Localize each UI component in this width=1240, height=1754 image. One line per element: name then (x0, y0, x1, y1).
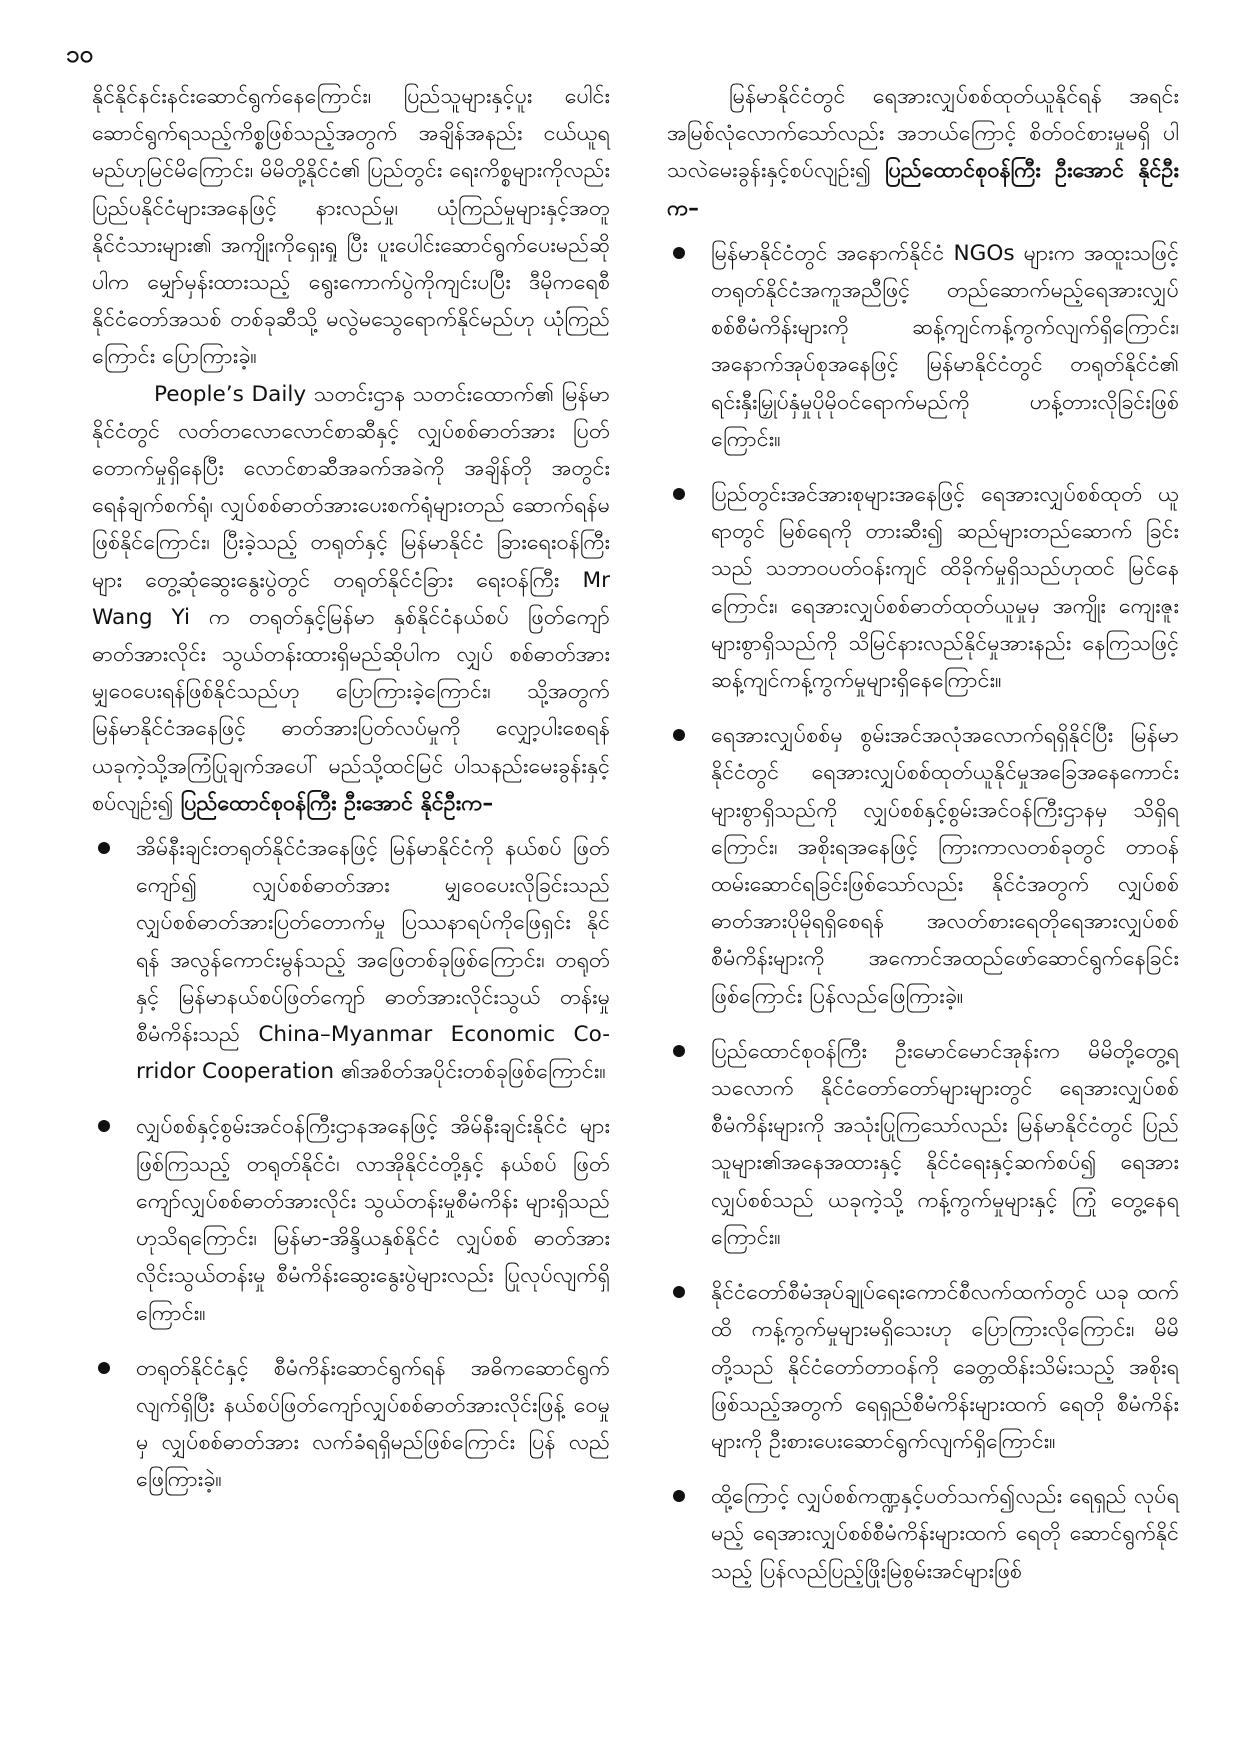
list-item (136, 830, 610, 1090)
list-item (711, 717, 1179, 1015)
list-item (711, 1478, 1179, 1590)
bullet-dot-icon (98, 1120, 110, 1132)
bullet-dot-icon (98, 1362, 110, 1374)
list-item-text: လျှပ်စစ်နှင့်စွမ်းအင်ဝန်ကြီးဌာနအနေဖြင့် အိမ်နီးချင်းနိုင်ငံ များဖြစ်ကြသည့် တရုတ်နိုင်ငံ၊ လာအိုနိုင်ငံတို့နှင့် နယ်စပ် ဖြတ်ကျော်လျှပ်စစ်ဓာတ်အားလိုင်း သွယ်တန်းမှုစီမံကိန်း များရှိသည်ဟုသိရကြောင်း၊ မြန်မာ-အိန္ဒိယနှစ်နိုင်ငံ လျှပ်စစ် ဓာတ်အားလိုင်းသွယ်တန်းမှု စီမံကိန်းဆွေးနွေးပွဲများလည်း ပြုလုပ်လျက်ရှိကြောင်း။ (136, 1114, 610, 1326)
list-item (136, 1350, 610, 1499)
left-speaker: ပြည်ထောင်စုဝန်ကြီး ဦးအောင် နိုင်ဦးက– (180, 790, 494, 816)
bullet-dot-icon (673, 247, 685, 259)
list-item-text: ပြည်ထောင်စုဝန်ကြီး ဦးမောင်မောင်အုန်းက မိမိတို့တွေ့ရ သလောက် နိုင်ငံတော်တော်များများတွင် ရေအားလျှပ်စစ် စီမံကိန်းများကို အသုံးပြုကြသော်လည်း မြန်မာနိုင်ငံတွင် ပြည်သူများ၏အနေအထားနှင့် နိုင်ငံရေးနှင့်ဆက်စပ်၍ ရေအားလျှပ်စစ်သည် ယခုကဲ့သို့ ကန့်ကွက်မှုများနှင့် ကြုံ တွေ့နေရကြောင်း။ (711, 1038, 1179, 1250)
right-column (667, 78, 1179, 1608)
left-paragraph-2 (92, 376, 610, 822)
left-column (92, 78, 610, 1517)
bullet-dot-icon (673, 1045, 685, 1057)
right-speaker: ပြည်ထောင်စုဝန်ကြီး ဦးအောင် နိုင်ဦးက– (667, 158, 1179, 221)
right-paragraph-1-text: မြန်မာနိုင်ငံတွင် ရေအားလျှပ်စစ်ထုတ်ယူနိုင်ရန် အရင်း အမြစ်လုံလောက်သော်လည်း အဘယ်ကြောင့် စိတ်ဝင်စားမှုမရှိ ပါသလဲမေးခွန်းနှင့်စပ်လျဉ်း၍ (667, 84, 1179, 184)
bullet-dot-icon (673, 1490, 685, 1502)
list-item-text: အိမ်နီးချင်းတရုတ်နိုင်ငံအနေဖြင့် မြန်မာနိုင်ငံကို နယ်စပ် ဖြတ်ကျော်၍ လျှပ်စစ်ဓာတ်အား မျှဝေပေးလိုခြင်းသည် လျှပ်စစ်ဓာတ်အားပြတ်တောက်မှု ပြဿနာရပ်ကိုဖြေရှင်း နိုင်ရန် အလွန်ကောင်းမွန်သည့် အဖြေတစ်ခုဖြစ်ကြောင်း၊ တရုတ်နှင့် မြန်မာနယ်စပ်ဖြတ်ကျော် ဓာတ်အားလိုင်းသွယ် တန်းမှု စီမံကိန်းသည် China–Myanmar Economic Co- rridor Cooperation ၏အစိတ်အပိုင်းတစ်ခုဖြစ်ကြောင်း။ (136, 836, 610, 1085)
right-paragraph-1 (667, 78, 1179, 227)
bullet-dot-icon (673, 729, 685, 741)
list-item-text: နိုင်ငံတော်စီမံအုပ်ချုပ်ရေးကောင်စီလက်ထက်တွင် ယခု ထက်ထိ ကန့်ကွက်မှုများမရှိသေးဟု ပြောကြားလိုကြောင်း၊ မိမိတို့သည် နိုင်ငံတော်တာဝန်ကို ခေတ္တထိန်းသိမ်းသည့် အစိုးရဖြစ်သည့်အတွက် ရေရှည်စီမံကိန်းများထက် ရေတို စီမံကိန်းများကို ဦးစားပေးဆောင်ရွက်လျက်ရှိကြောင်း။ (711, 1280, 1179, 1454)
bullet-dot-icon (673, 1286, 685, 1298)
bullet-dot-icon (98, 842, 110, 854)
bullet-dot-icon (673, 488, 685, 500)
right-bullet-list (667, 235, 1179, 1590)
left-paragraph-2-text: People’s Daily သတင်းဌာန သတင်းထောက်၏ မြန်မာ နိုင်ငံတွင် လတ်တလောလောင်စာဆီနှင့် လျှပ်စစ်ဓာတ်အား ပြတ်တောက်မှုရှိနေပြီး လောင်စာဆီအခက်အခဲကို အချိန်တို အတွင်း ရေနံချက်စက်ရုံ၊ လျှပ်စစ်ဓာတ်အားပေးစက်ရုံများတည် ဆောက်ရန်မဖြစ်နိုင်ကြောင်း၊ ပြီးခဲ့သည့် တရုတ်နှင့် မြန်မာနိုင်ငံ ခြားရေးဝန်ကြီးများ တွေ့ဆုံဆွေးနွေးပွဲတွင် တရုတ်နိုင်ငံခြား ရေးဝန်ကြီး Mr Wang Yi က တရုတ်နှင့်မြန်မာ နှစ်နိုင်ငံနယ်စပ် ဖြတ်ကျော်ဓာတ်အားလိုင်း သွယ်တန်းထားရှိမည်ဆိုပါက လျှပ် စစ်ဓာတ်အားမျှဝေပေးရန်ဖြစ်နိုင်သည်ဟု ပြောကြားခဲ့ကြောင်း၊ သို့အတွက် မြန်မာနိုင်ငံအနေဖြင့် ဓာတ်အားပြတ်လပ်မှုကို လျှော့ပါးစေရန် ယခုကဲ့သို့အကြံပြုချက်အပေါ် မည်သို့ထင်မြင် ပါသနည်းမေးခွန်းနှင့်စပ်လျဉ်း၍ (92, 381, 610, 816)
list-item (136, 1108, 610, 1331)
list-item (711, 1033, 1179, 1256)
list-item-text: တရုတ်နိုင်ငံနှင့် စီမံကိန်းဆောင်ရွက်ရန် အဓိကဆောင်ရွက် လျက်ရှိပြီး နယ်စပ်ဖြတ်ကျော်လျှပ်စစ်ဓာတ်အားလိုင်းဖြန့် ဝေမှုမှ လျှပ်စစ်ဓာတ်အား လက်ခံရရှိမည်ဖြစ်ကြောင်း ပြန် လည်ဖြေကြားခဲ့။ (136, 1355, 610, 1493)
left-paragraph-1: နိုင်နိုင်နင်းနင်းဆောင်ရွက်နေကြောင်း၊ ပြည်သူများနှင့်ပူး ပေါင်းဆောင်ရွက်ရသည့်ကိစ္စဖြစ်သည့်အတွက် အချိန်အနည်း ငယ်ယူရမည်ဟုမြင်မိကြောင်း၊ မိမိတို့နိုင်ငံ၏ ပြည်တွင်း ရေးကိစ္စများကိုလည်း ပြည်ပနိုင်ငံများအနေဖြင့် နားလည်မှု၊ ယုံကြည်မှုများနှင့်အတူ နိုင်ငံသားများ၏ အကျိုးကိုရှေးရှု ပြီး ပူးပေါင်းဆောင်ရွက်ပေးမည်ဆိုပါက မျှော်မှန်းထားသည့် ရွေးကောက်ပွဲကိုကျင်းပပြီး ဒီမိုကရေစီနိုင်ငံတော်အသစ် တစ်ခုဆီသို့ မလွဲမသွေရောက်နိုင်မည်ဟု ယုံကြည်ကြောင်း ပြောကြားခဲ့။ (92, 84, 610, 370)
left-bullet-list (92, 830, 610, 1498)
list-item-text: မြန်မာနိုင်ငံတွင် အနောက်နိုင်ငံ NGOs များက အထူးသဖြင့် တရုတ်နိုင်ငံအကူအညီဖြင့် တည်ဆောက်မည့်ရေအားလျှပ် စစ်စီမံကိန်းများကို ဆန့်ကျင်ကန့်ကွက်လျက်ရှိကြောင်း၊ အနောက်အုပ်စုအနေဖြင့် မြန်မာနိုင်ငံတွင် တရုတ်နိုင်ငံ၏ ရင်းနှီးမြှုပ်နှံမှုပိုမိုဝင်ရောက်မည်ကို ဟန့်တားလိုခြင်းဖြစ် ကြောင်း။ (711, 240, 1179, 452)
list-item-text: ထို့ကြောင့် လျှပ်စစ်ကဏ္ဍနှင့်ပတ်သက်၍လည်း ရေရှည် လုပ်ရမည့် ရေအားလျှပ်စစ်စီမံကိန်းများထက် ရေတို ဆောင်ရွက်နိုင်သည့် ပြန်လည်ပြည့်ဖြိုးမြဲစွမ်းအင်များဖြစ် (711, 1484, 1179, 1584)
list-item-text: ရေအားလျှပ်စစ်မှ စွမ်းအင်အလုံအလောက်ရရှိနိုင်ပြီး မြန်မာ နိုင်ငံတွင် ရေအားလျှပ်စစ်ထုတ်ယူနိုင်မှုအခြေအနေကောင်း များစွာရှိသည်ကို လျှပ်စစ်နှင့်စွမ်းအင်ဝန်ကြီးဌာနမှ သိရှိရ ကြောင်း၊ အစိုးရအနေဖြင့် ကြားကာလတစ်ခုတွင် တာဝန် ထမ်းဆောင်ရခြင်းဖြစ်သော်လည်း နိုင်ငံအတွက် လျှပ်စစ် ဓာတ်အားပိုမိုရရှိစေရန် အလတ်စားရေတိုရေအားလျှပ်စစ် စီမံကိန်းများကို အကောင်အထည်ဖော်ဆောင်ရွက်နေခြင်း ဖြစ်ကြောင်း ပြန်လည်ဖြေကြားခဲ့။ (711, 723, 1179, 1009)
list-item (711, 235, 1179, 458)
list-item (711, 1274, 1179, 1460)
list-item-text: ပြည်တွင်းအင်အားစုများအနေဖြင့် ရေအားလျှပ်စစ်ထုတ် ယူရာတွင် မြစ်ရေကို တားဆီး၍ ဆည်များတည်ဆောက် ခြင်းသည် သဘာဝပတ်ဝန်းကျင် ထိခိုက်မှုရှိသည်ဟုထင် မြင်နေကြောင်း၊ ရေအားလျှပ်စစ်ဓာတ်ထုတ်ယူမှုမှ အကျိုး ကျေးဇူးများစွာရှိသည်ကို သိမြင်နားလည်နိုင်မှုအားနည်း နေကြသဖြင့် ဆန့်ကျင်ကန့်ကွက်မှုများရှိနေကြောင်း။ (711, 482, 1179, 694)
list-item (711, 476, 1179, 699)
page-number: ၁၀ (66, 40, 93, 68)
